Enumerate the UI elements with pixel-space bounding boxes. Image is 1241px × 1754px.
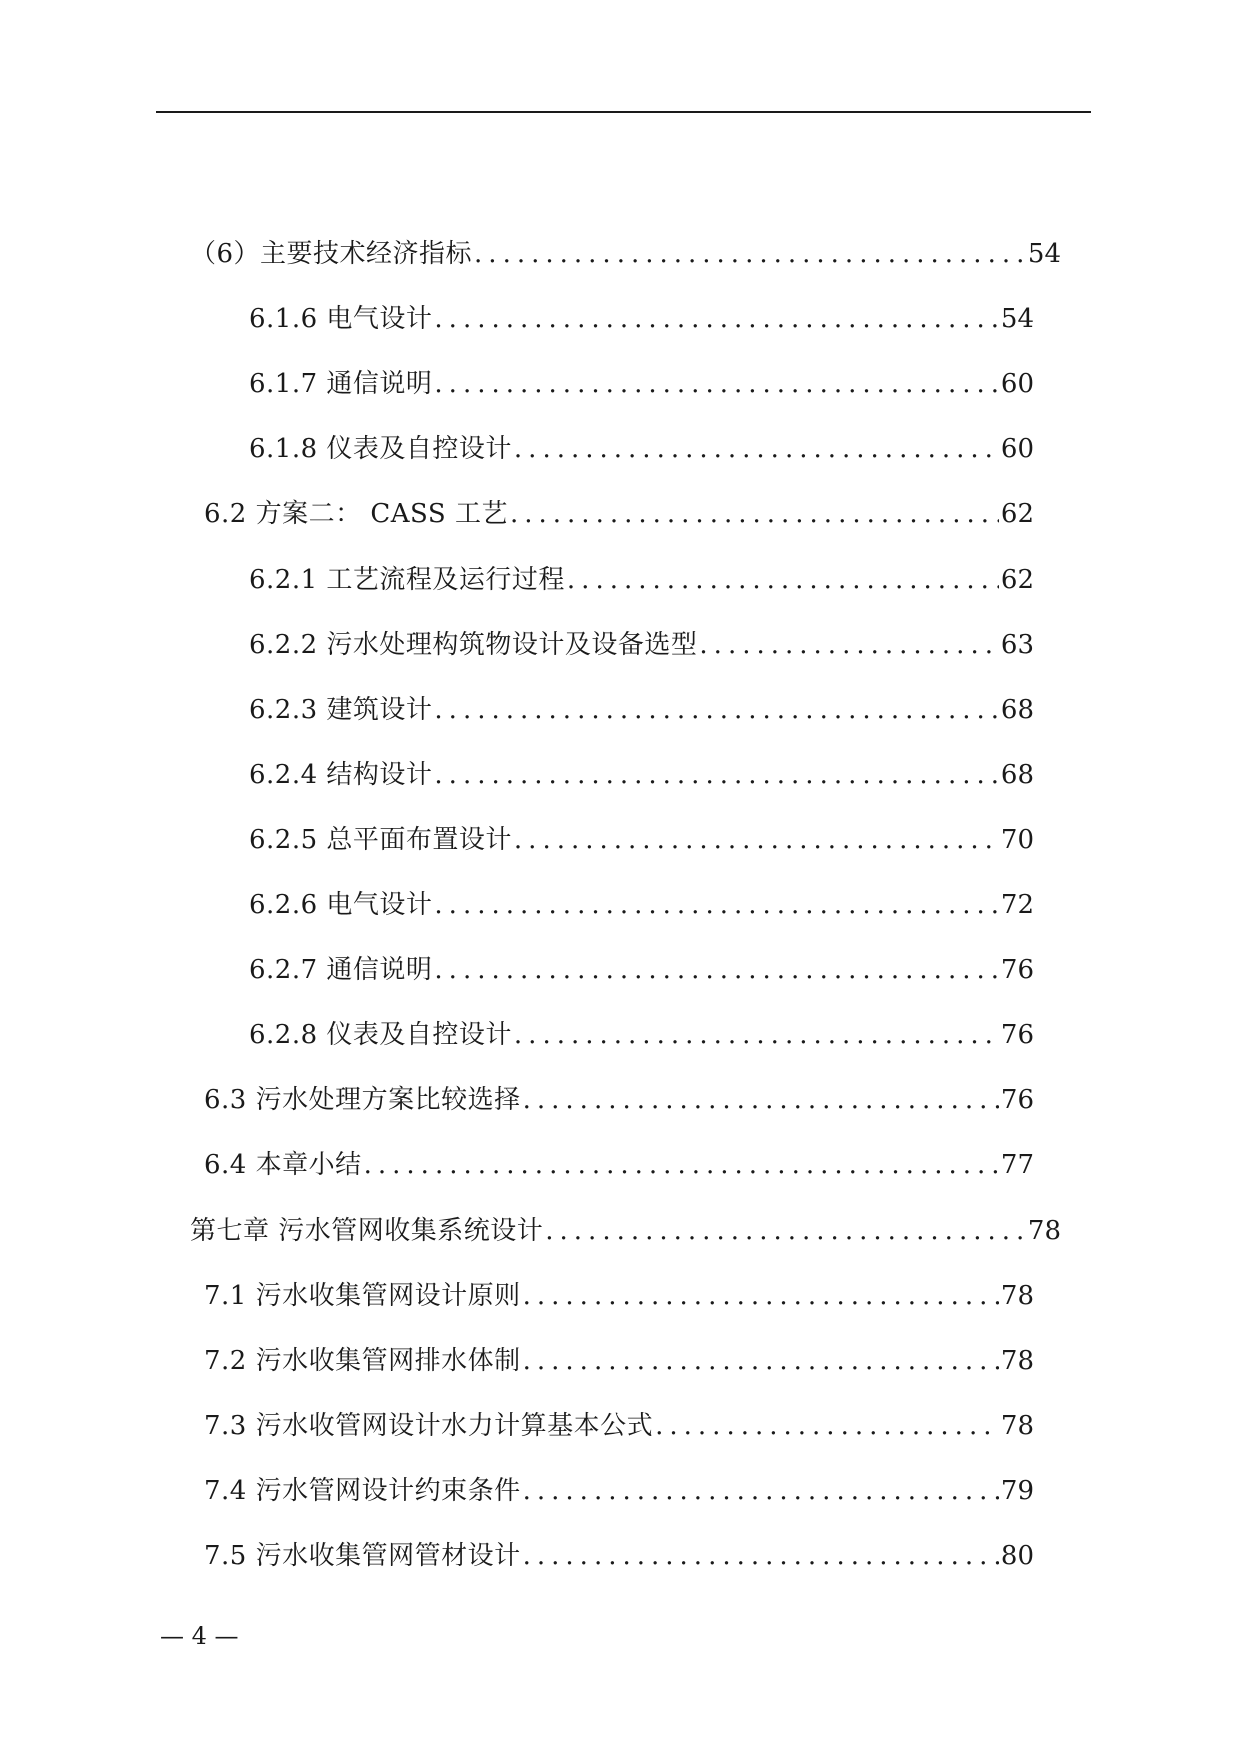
toc-entry-page-number: 78 [1000,1411,1034,1441]
toc-dot-leader [474,234,1026,274]
toc-entry-title: 6.2.6 电气设计 [249,890,433,920]
toc-entry-title: 6.2.1 工艺流程及运行过程 [249,565,565,595]
toc-entry[interactable] [249,625,1034,665]
toc-entry[interactable] [204,1341,1034,1381]
toc-entry-title: 6.2.3 建筑设计 [249,695,433,725]
header-rule [156,111,1091,113]
toc-dot-leader [514,1015,999,1055]
toc-entry[interactable] [204,1276,1034,1316]
toc-entry-title: 7.1 污水收集管网设计原则 [204,1281,521,1311]
toc-dot-leader [510,494,999,534]
toc-entry-page-number: 68 [1000,695,1034,725]
toc-entry[interactable] [204,1080,1034,1120]
toc-entry[interactable] [249,820,1034,860]
toc-entry-title: 6.2.7 通信说明 [249,955,433,985]
page-number: — 4 — [160,1622,239,1650]
toc-entry-page-number: 63 [1000,630,1034,660]
toc-entry[interactable] [249,364,1034,404]
toc-entry[interactable] [204,1471,1034,1511]
toc-entry-title: 6.3 污水处理方案比较选择 [204,1085,521,1115]
toc-entry-title: 6.4 本章小结 [204,1150,362,1180]
toc-entry-page-number: 68 [1000,760,1034,790]
toc-dot-leader [514,820,999,860]
toc-dot-leader [434,690,998,730]
toc-entry-title: 6.1.8 仪表及自控设计 [249,434,512,464]
toc-entry[interactable] [249,429,1034,469]
toc-dot-leader [523,1471,999,1511]
toc-entry[interactable] [249,690,1034,730]
toc-entry-title: 7.2 污水收集管网排水体制 [204,1346,521,1376]
toc-entry-page-number: 78 [1027,1216,1061,1246]
toc-dot-leader [523,1276,999,1316]
toc-dot-leader [434,299,998,339]
toc-entry-title: 6.2.4 结构设计 [249,760,433,790]
toc-entry[interactable] [249,755,1034,795]
toc-dot-leader [655,1406,999,1446]
toc-entry-page-number: 54 [1027,239,1061,269]
toc-entry[interactable] [249,1015,1034,1055]
toc-entry[interactable] [204,1406,1034,1446]
toc-dot-leader [523,1536,999,1576]
toc-entry-title: 第七章 污水管网收集系统设计 [190,1216,544,1246]
toc-dot-leader [523,1341,999,1381]
toc-entry-page-number: 60 [1000,434,1034,464]
toc-entry-page-number: 76 [1000,955,1034,985]
toc-entry[interactable] [204,1536,1034,1576]
toc-entry-page-number: 62 [1000,499,1034,529]
toc-entry[interactable] [204,494,1034,534]
toc-entry-page-number: 79 [1000,1476,1034,1506]
toc-entry[interactable] [190,1211,1061,1251]
toc-dot-leader [514,429,999,469]
toc-entry-page-number: 54 [1000,304,1034,334]
toc-entry-page-number: 60 [1000,369,1034,399]
toc-entry[interactable] [249,885,1034,925]
toc-entry-title: （6）主要技术经济指标 [190,239,473,269]
toc-entry-page-number: 78 [1000,1281,1034,1311]
toc-entry[interactable] [249,950,1034,990]
toc-dot-leader [434,885,998,925]
toc-entry-title: 7.5 污水收集管网管材设计 [204,1541,521,1571]
toc-entry-title: 6.1.6 电气设计 [249,304,433,334]
toc-dot-leader [434,755,998,795]
toc-entry-page-number: 70 [1000,825,1034,855]
toc-dot-leader [434,364,998,404]
toc-dot-leader [699,625,998,665]
toc-entry-page-number: 76 [1000,1085,1034,1115]
toc-dot-leader [567,560,999,600]
toc-entry-page-number: 72 [1000,890,1034,920]
toc-dot-leader [364,1145,999,1185]
toc-entry-title: 6.2.8 仪表及自控设计 [249,1020,512,1050]
toc-dot-leader [545,1211,1026,1251]
toc-entry-page-number: 80 [1000,1541,1034,1571]
toc-entry-title: 6.2 方案二： CASS 工艺 [204,499,508,529]
toc-entry[interactable] [204,1145,1034,1185]
toc-entry-title: 7.3 污水收管网设计水力计算基本公式 [204,1411,654,1441]
toc-entry[interactable] [249,299,1034,339]
toc-entry-title: 7.4 污水管网设计约束条件 [204,1476,521,1506]
toc-entry-title: 6.2.2 污水处理构筑物设计及设备选型 [249,630,698,660]
toc-dot-leader [523,1080,999,1120]
toc-dot-leader [434,950,998,990]
toc-entry-page-number: 78 [1000,1346,1034,1376]
toc-entry-page-number: 76 [1000,1020,1034,1050]
toc-entry[interactable] [190,234,1061,274]
toc-entry[interactable] [249,560,1034,600]
toc-entry-page-number: 77 [1000,1150,1034,1180]
toc-entry-title: 6.2.5 总平面布置设计 [249,825,512,855]
toc-entry-title: 6.1.7 通信说明 [249,369,433,399]
toc-entry-page-number: 62 [1000,565,1034,595]
